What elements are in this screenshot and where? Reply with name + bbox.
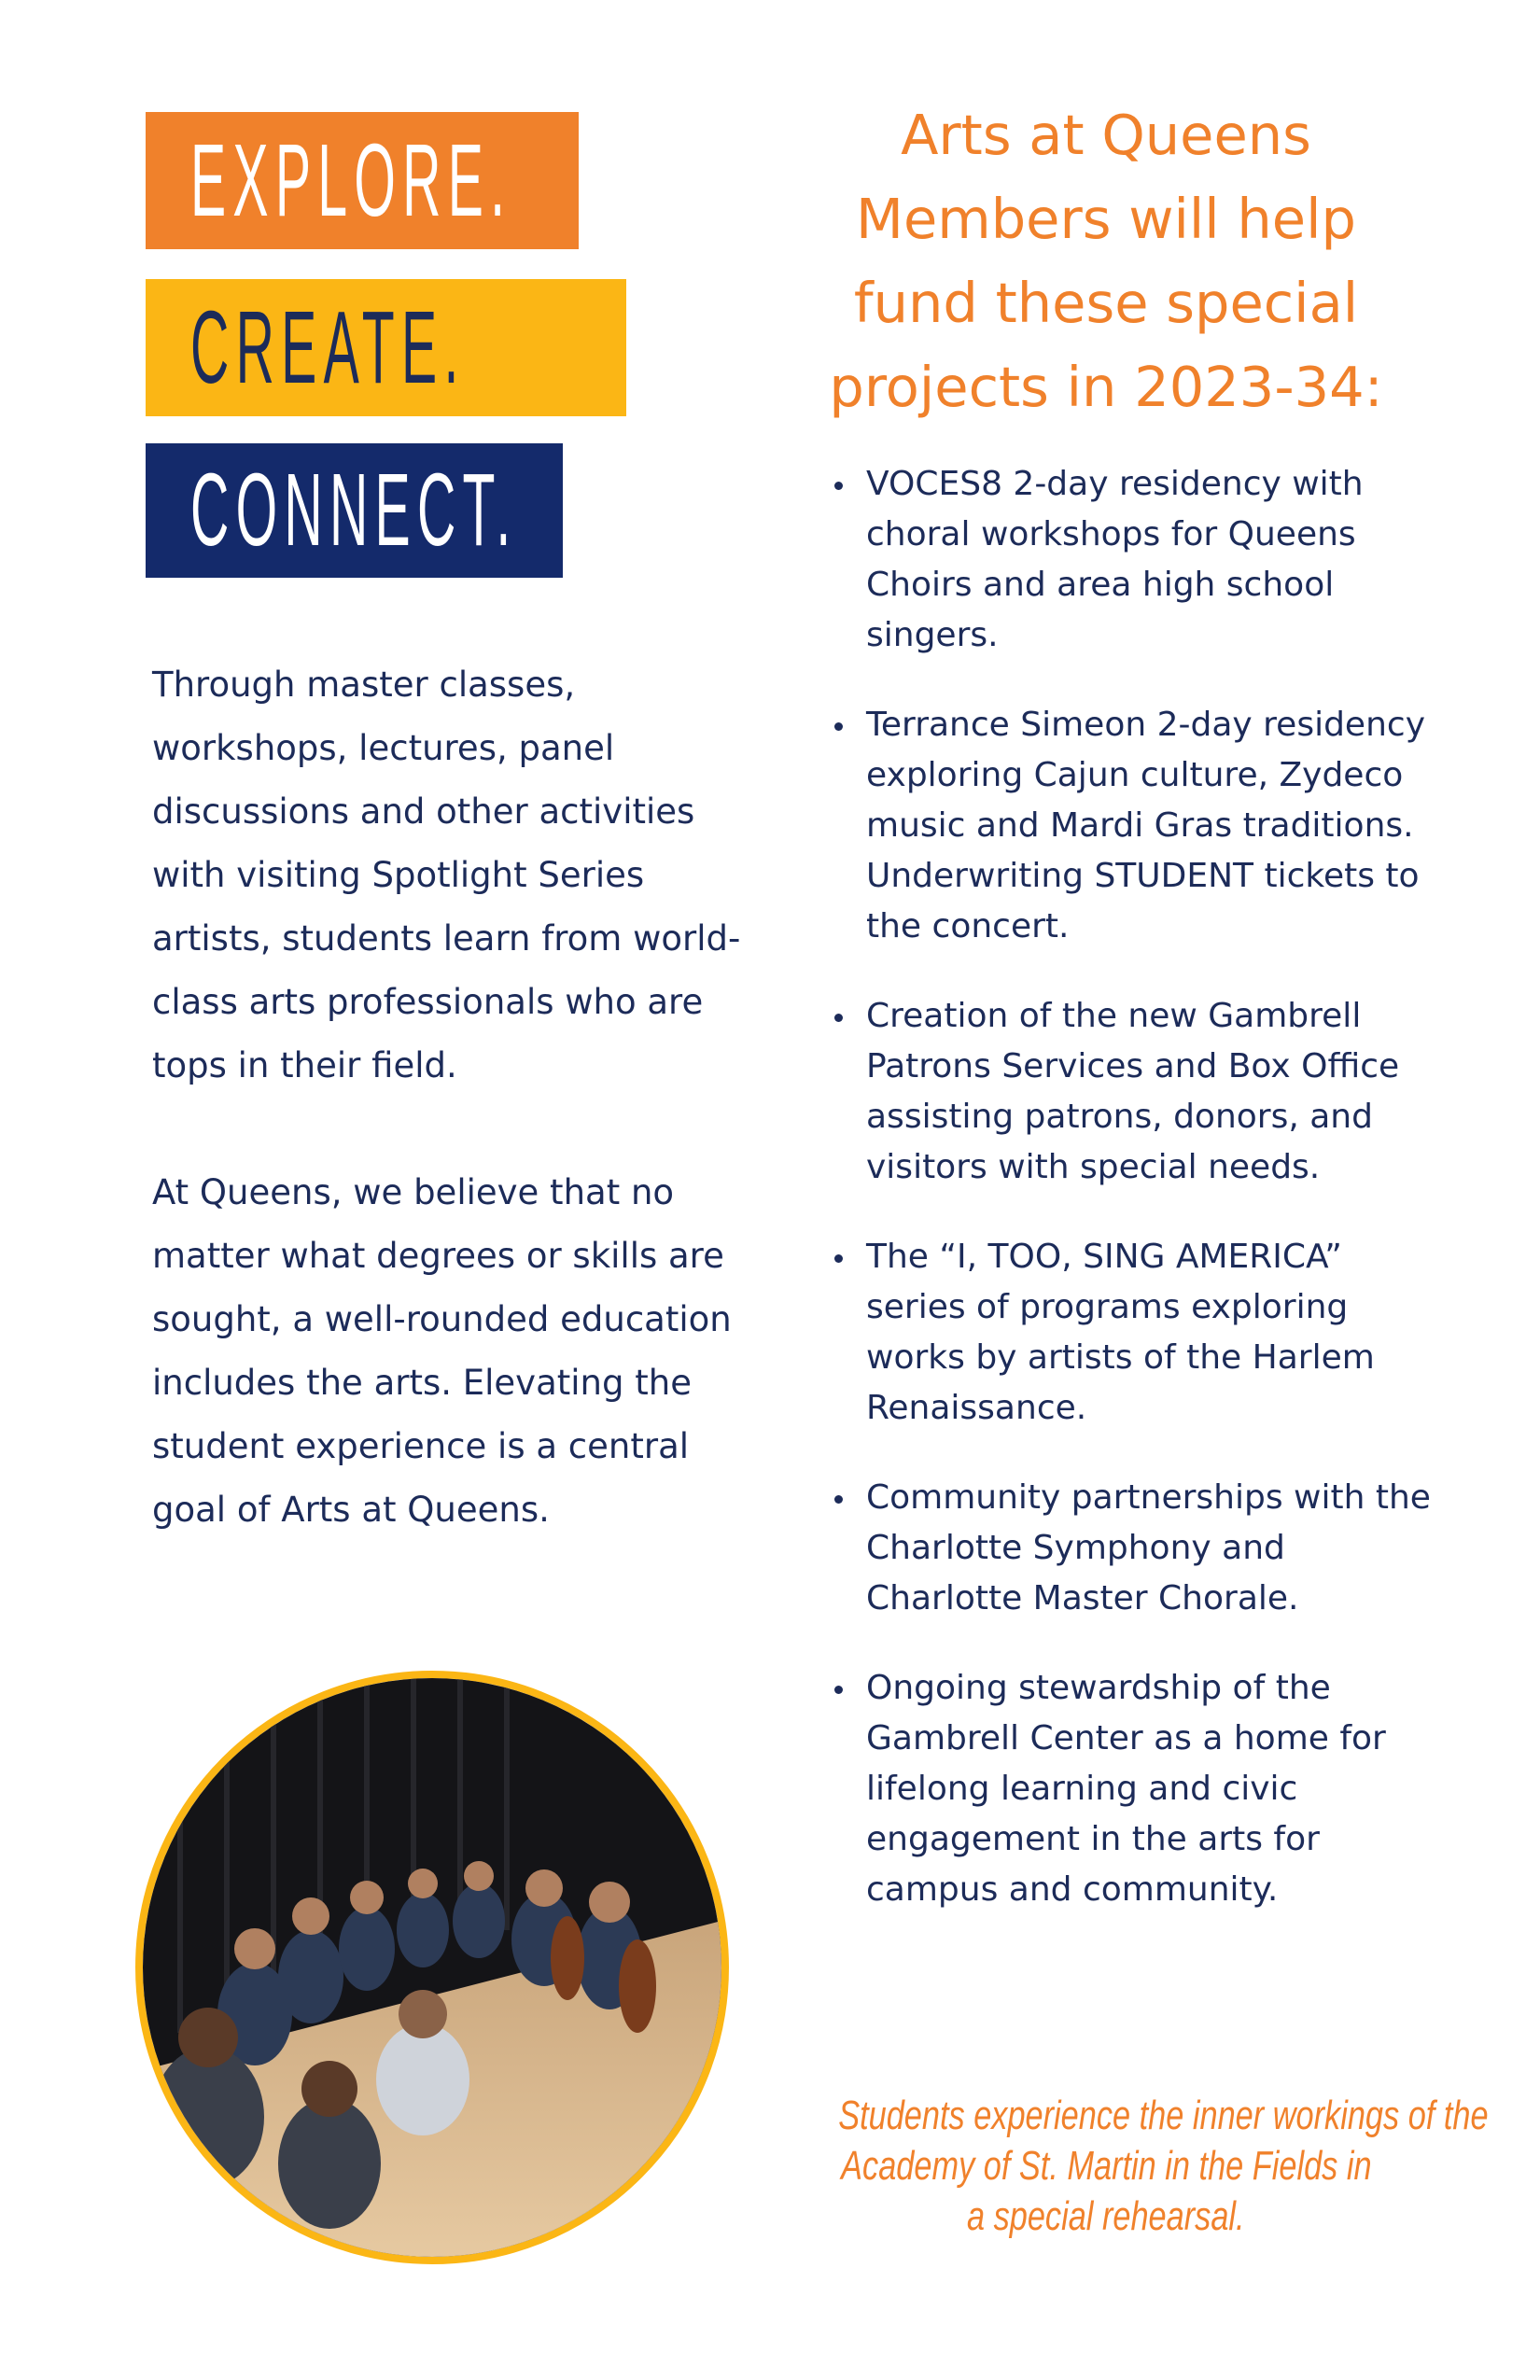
caption-line-1: Students experience the inner workings of the — [838, 2093, 1489, 2138]
projects-headline: Arts at Queens Members will help fund these special projects in 2023-34: — [829, 103, 1383, 419]
project-item: Community partnerships with the Charlotte Symphony and Charlotte Master Chorale. — [829, 1473, 1445, 1624]
project-item: Creation of the new Gambrell Patrons Services and Box Office assisting patrons, donors, and visitors with special needs. — [829, 991, 1445, 1193]
caption-line-3: a special rehearsal. — [967, 2193, 1245, 2239]
connect-banner — [146, 443, 563, 578]
create-text: CREATE. — [190, 289, 466, 405]
explore-banner — [146, 112, 579, 249]
project-item: Ongoing stewardship of the Gambrell Center as a home for lifelong learning and civic engagement in the arts for campus and community. — [829, 1663, 1445, 1915]
connect-text: CONNECT. — [190, 453, 518, 567]
rehearsal-photo — [135, 1671, 729, 2264]
intro-paragraph-2: At Queens, we believe that no matter what degrees or skills are sought, a well-rounded education includes the arts. Elevating the student experience is a central goal of Arts at Queens. — [152, 1172, 732, 1530]
caption-line-2: Academy of St. Martin in the Fields in — [840, 2143, 1372, 2189]
intro-paragraph-1: Through master classes, workshops, lectures, panel discussions and other activities with visiting Spotlight Series artists, students learn from world-class arts professionals who are tops in their field. — [152, 665, 741, 1085]
projects-list — [829, 459, 1445, 1954]
intro-text — [152, 653, 768, 1605]
explore-text: EXPLORE. — [190, 122, 512, 238]
photo-caption — [747, 2091, 1489, 2242]
project-item: VOCES8 2-day residency with choral workshops for Queens Choirs and area high school singers. — [829, 459, 1445, 661]
project-item: Terrance Simeon 2-day residency exploring Cajun culture, Zydeco music and Mardi Gras traditions. Underwriting STUDENT tickets to the concert. — [829, 700, 1445, 952]
rehearsal-scene-illustration — [143, 1678, 721, 2257]
create-banner — [146, 279, 626, 416]
project-item: The “I, TOO, SING AMERICA” series of programs exploring works by artists of the Harlem Renaissance. — [829, 1232, 1445, 1434]
